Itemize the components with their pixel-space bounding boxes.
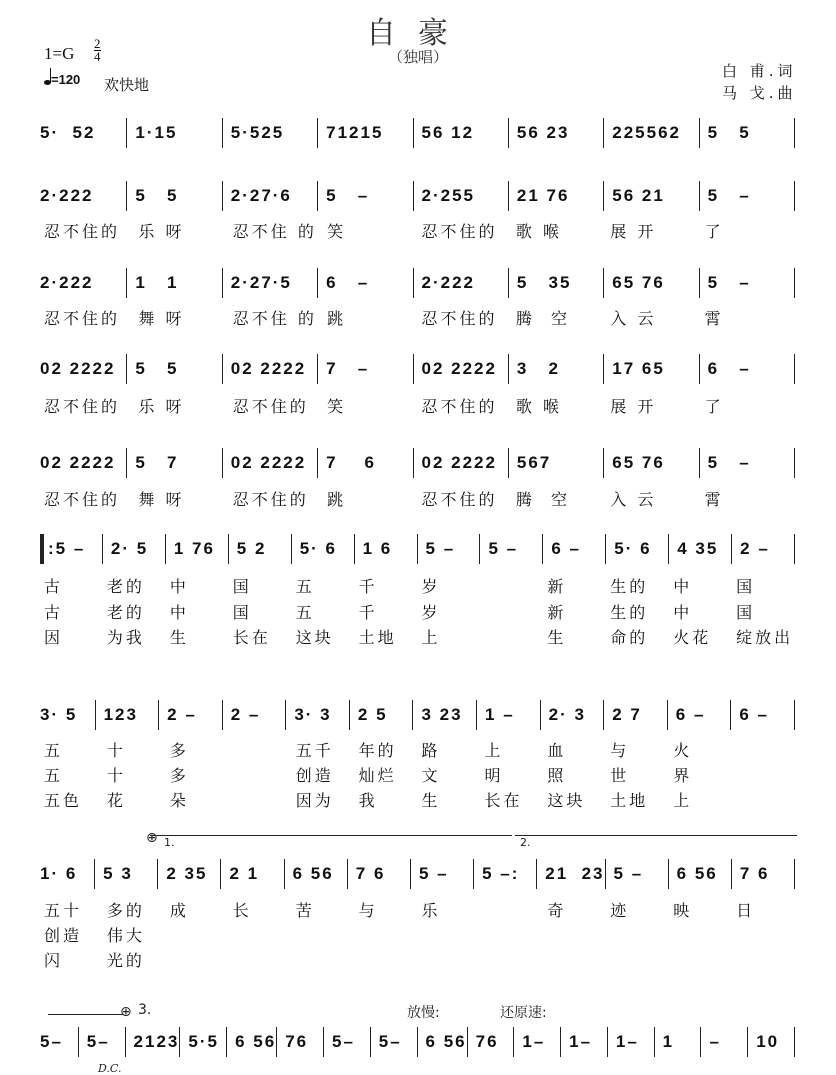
lyric-syllables: 五 — [44, 741, 64, 760]
lyric-syllables: 我 — [358, 791, 378, 810]
lyric-syllables: 上 — [484, 741, 504, 760]
lyric-syllables: 中 — [673, 603, 693, 622]
lyric-syllables: 了 — [704, 397, 724, 416]
lyric-syllables: 国 — [736, 577, 756, 596]
lyric-syllables: 路 — [421, 741, 441, 760]
lyric-syllables — [418, 923, 481, 945]
lyric-syllables: 中 — [169, 603, 189, 622]
lyric-syllables: 霄 — [704, 490, 724, 509]
measure: :5 – — [40, 534, 103, 564]
lyric-syllables: 上 — [421, 628, 441, 647]
lyric-line — [40, 487, 795, 509]
lyric-syllables: 中 — [169, 577, 189, 596]
lyric-syllables: 笑 — [327, 222, 347, 241]
lyric-syllables: 舞 呀 — [138, 490, 185, 509]
lyric-syllables: 忍不住的 — [44, 490, 121, 509]
lyric-syllables: 十 — [106, 766, 126, 785]
volta-1: 1. — [164, 836, 175, 849]
measure: – — [701, 1027, 748, 1057]
lyric-syllables — [166, 948, 229, 970]
lyric-syllables: 为我 — [106, 628, 145, 647]
measure: 2·222 — [40, 181, 127, 211]
measure: 4 35 — [669, 534, 732, 564]
measure: 2 7 — [604, 700, 668, 730]
measure: 6 56 — [285, 859, 348, 889]
lyric-syllables — [732, 788, 795, 810]
measure: 2 1 — [221, 859, 284, 889]
measure: 5– — [324, 1027, 371, 1057]
lyric-syllables: 老的 — [106, 603, 145, 622]
lyric-syllables — [480, 574, 543, 596]
measure: 02 2222 — [40, 354, 127, 384]
measure: 5·525 — [223, 118, 318, 148]
measure: 02 2222 — [40, 448, 127, 478]
lyric-syllables: 国 — [736, 603, 756, 622]
quarter-note-icon — [44, 80, 51, 85]
measure: 6 – — [731, 700, 795, 730]
lyric-syllables: 国 — [232, 577, 252, 596]
lyric-syllables: 生的 — [610, 577, 649, 596]
lyric-syllables: 忍不住的 — [232, 490, 309, 509]
measure: 2·222 — [414, 268, 509, 298]
lyric-syllables — [355, 923, 418, 945]
lyric-syllables: 腾 空 — [515, 309, 571, 328]
coda-icon: ⊕ — [146, 830, 158, 846]
lyric-syllables — [732, 738, 795, 760]
lyric-line — [40, 948, 795, 970]
lyric-syllables: 五千 — [295, 741, 334, 760]
lyric-syllables: 腾 空 — [515, 490, 571, 509]
lyric-syllables: 五 — [295, 577, 315, 596]
measure: 1 1 — [127, 268, 222, 298]
lyric-syllables: 入 云 — [610, 309, 657, 328]
tempo-marking — [44, 72, 80, 87]
lyric-line — [40, 219, 795, 241]
measure: 2·27·6 — [223, 181, 318, 211]
lyric-syllables: 忍不住的 — [421, 309, 498, 328]
measure: 2 5 — [350, 700, 414, 730]
lyric-syllables — [543, 948, 606, 970]
lyric-syllables: 世 — [610, 766, 630, 785]
measure: 2·222 — [40, 268, 127, 298]
measure: 5 – — [606, 859, 669, 889]
lyric-syllables: 与 — [610, 741, 630, 760]
measure: 5 – — [418, 534, 481, 564]
lyric-syllables: 忍不住的 — [232, 397, 309, 416]
volta-3: 3. — [138, 1002, 152, 1018]
lyricist: 白 甫.词 — [722, 62, 797, 80]
lyric-syllables: 生 — [547, 628, 567, 647]
measure: 7 6 — [348, 859, 411, 889]
lyric-syllables — [229, 763, 292, 785]
staff-row — [40, 181, 795, 211]
staff-row — [40, 1027, 795, 1057]
measure: 1 — [655, 1027, 702, 1057]
key-signature: 1=G — [44, 44, 75, 63]
lyric-syllables: 创造 — [44, 926, 83, 945]
measure: 5· 6 — [292, 534, 355, 564]
lyric-syllables: 迹 — [610, 901, 630, 920]
measure: 5 – — [318, 181, 413, 211]
measure: 5 2 — [229, 534, 292, 564]
lyric-syllables: 绽放出 — [736, 628, 794, 647]
lyric-syllables — [480, 948, 543, 970]
measure: 5 35 — [509, 268, 604, 298]
measure: 6 56 — [669, 859, 732, 889]
lyric-syllables: 五 — [295, 603, 315, 622]
lyric-syllables: 花 — [106, 791, 126, 810]
measure: 65 76 — [604, 268, 699, 298]
measure: 1– — [561, 1027, 608, 1057]
lyric-syllables: 苦 — [295, 901, 315, 920]
measure: 3· 3 — [286, 700, 350, 730]
lyric-syllables: 忍不住 的 — [232, 309, 317, 328]
lyric-syllables: 新 — [547, 577, 567, 596]
measure: 10 — [748, 1027, 795, 1057]
measure: 7 – — [318, 354, 413, 384]
resume-tempo-marking: 还原速: — [500, 1005, 547, 1021]
measure: 5 – — [700, 181, 795, 211]
measure: 5 –: — [474, 859, 537, 889]
lyric-syllables: 映 — [673, 901, 693, 920]
lyric-syllables — [606, 948, 669, 970]
slow-marking: 放慢: — [407, 1005, 440, 1021]
measure: 5– — [40, 1027, 79, 1057]
time-signature — [94, 38, 101, 63]
lyric-syllables: 因 — [44, 628, 64, 647]
lyric-syllables: 忍不住的 — [421, 397, 498, 416]
lyric-syllables: 中 — [673, 577, 693, 596]
lyric-syllables: 十 — [106, 741, 126, 760]
lyric-line — [40, 574, 795, 596]
lyric-syllables: 五色 — [44, 791, 83, 810]
lyric-syllables — [229, 948, 292, 970]
lyric-syllables: 霄 — [704, 309, 724, 328]
lyric-syllables: 老的 — [106, 577, 145, 596]
measure: 5– — [79, 1027, 126, 1057]
lyric-syllables — [480, 625, 543, 647]
lyric-syllables: 千 — [358, 577, 378, 596]
measure: 56 21 — [604, 181, 699, 211]
lyric-syllables: 忍不住 的 — [232, 222, 317, 241]
lyric-syllables — [732, 763, 795, 785]
lyric-syllables — [166, 923, 229, 945]
lyric-line — [40, 898, 795, 920]
measure: 5– — [371, 1027, 418, 1057]
lyric-line — [40, 738, 795, 760]
lyric-syllables: 忍不住的 — [44, 309, 121, 328]
lyric-syllables: 成 — [169, 901, 189, 920]
lyric-syllables: 血 — [547, 741, 567, 760]
lyric-line — [40, 600, 795, 622]
lyric-syllables: 这块 — [295, 628, 334, 647]
measure: 2· 5 — [103, 534, 166, 564]
tempo-value: =120 — [51, 72, 81, 87]
time-numerator: 2 — [94, 36, 101, 51]
song-title: 自豪 — [366, 16, 470, 51]
lyric-syllables: 跳 — [327, 309, 347, 328]
lyric-syllables — [229, 738, 292, 760]
lyric-syllables: 生 — [421, 791, 441, 810]
measure: 2· 3 — [541, 700, 605, 730]
lyric-syllables: 新 — [547, 603, 567, 622]
lyric-syllables: 奇 — [547, 901, 567, 920]
measure: 1 – — [477, 700, 541, 730]
measure: 21 23 — [537, 859, 605, 889]
measure: 6 56 — [418, 1027, 468, 1057]
dc-marking: D.C. — [98, 1062, 122, 1075]
measure: 65 76 — [604, 448, 699, 478]
lyric-syllables: 因为 — [295, 791, 334, 810]
measure: 6 – — [543, 534, 606, 564]
lyric-syllables: 忍不住的 — [44, 222, 121, 241]
lyric-syllables: 忍不住的 — [421, 490, 498, 509]
lyric-syllables: 展 开 — [610, 222, 657, 241]
staff-row — [40, 534, 795, 564]
measure: 2 – — [159, 700, 223, 730]
measure: 02 2222 — [414, 354, 509, 384]
lyric-syllables: 这块 — [547, 791, 586, 810]
lyric-syllables: 光的 — [106, 951, 145, 970]
lyric-syllables — [480, 898, 543, 920]
lyric-syllables: 创造 — [295, 766, 334, 785]
lyric-line — [40, 306, 795, 328]
lyric-syllables: 日 — [736, 901, 756, 920]
lyric-line — [40, 788, 795, 810]
lyric-syllables — [229, 788, 292, 810]
staff-row — [40, 448, 795, 478]
expression-marking: 欢快地 — [104, 76, 150, 94]
measure: 5 – — [700, 448, 795, 478]
measure: 5 – — [411, 859, 474, 889]
measure: 6 – — [318, 268, 413, 298]
staff-row — [40, 118, 795, 148]
lyric-syllables: 明 — [484, 766, 504, 785]
lyric-syllables: 火 — [673, 741, 693, 760]
lyric-syllables — [606, 923, 669, 945]
measure: 71215 — [318, 118, 413, 148]
lyric-syllables: 火花 — [673, 628, 712, 647]
measure: 6 – — [668, 700, 732, 730]
measure: 6 56 — [227, 1027, 277, 1057]
measure: 76 — [277, 1027, 324, 1057]
lyric-syllables: 多 — [169, 741, 189, 760]
lyric-syllables: 长在 — [484, 791, 523, 810]
lyric-syllables: 展 开 — [610, 397, 657, 416]
measure: 123 — [96, 700, 160, 730]
lyric-syllables: 歌 喉 — [515, 222, 562, 241]
lyric-syllables — [543, 923, 606, 945]
lyric-syllables: 千 — [358, 603, 378, 622]
measure: 3· 5 — [40, 700, 96, 730]
staff-row — [40, 700, 795, 730]
lyric-syllables: 照 — [547, 766, 567, 785]
song-subtitle: （独唱） — [387, 48, 448, 66]
measure: 1 6 — [355, 534, 418, 564]
measure: 17 65 — [604, 354, 699, 384]
credits — [722, 60, 797, 104]
lyric-syllables: 闪 — [44, 951, 64, 970]
lyric-syllables: 乐 — [421, 901, 441, 920]
measure: 02 2222 — [223, 354, 318, 384]
lyric-line — [40, 763, 795, 785]
lyric-syllables: 界 — [673, 766, 693, 785]
lyric-line — [40, 923, 795, 945]
staff-row — [40, 859, 795, 889]
lyric-syllables: 年的 — [358, 741, 397, 760]
lyric-syllables: 多 — [169, 766, 189, 785]
measure: 5 3 — [95, 859, 158, 889]
measure: 5 7 — [127, 448, 222, 478]
measure: 2 35 — [158, 859, 221, 889]
measure: 1– — [514, 1027, 561, 1057]
measure: 3 23 — [413, 700, 477, 730]
measure: 6 – — [700, 354, 795, 384]
time-denominator: 4 — [94, 49, 101, 64]
lyric-line — [40, 394, 795, 416]
measure: 225562 — [604, 118, 699, 148]
lyric-syllables — [292, 948, 355, 970]
lyric-syllables: 多的 — [106, 901, 145, 920]
measure: 21 76 — [509, 181, 604, 211]
lyric-syllables — [292, 923, 355, 945]
measure: 56 12 — [414, 118, 509, 148]
lyric-syllables: 朵 — [169, 791, 189, 810]
measure: 2·27·5 — [223, 268, 318, 298]
measure: 3 2 — [509, 354, 604, 384]
measure: 5· 52 — [40, 118, 127, 148]
lyric-syllables: 灿烂 — [358, 766, 397, 785]
measure: 56 23 — [509, 118, 604, 148]
measure: 7 6 — [318, 448, 413, 478]
lyric-syllables: 土地 — [610, 791, 649, 810]
measure: 7 6 — [732, 859, 795, 889]
lyric-syllables — [229, 923, 292, 945]
lyric-syllables: 命的 — [610, 628, 649, 647]
lyric-syllables: 乐 呀 — [138, 222, 185, 241]
lyric-syllables — [418, 948, 481, 970]
lyric-syllables: 笑 — [327, 397, 347, 416]
lyric-syllables — [732, 923, 795, 945]
measure: 5 5 — [127, 181, 222, 211]
lyric-syllables: 岁 — [421, 603, 441, 622]
lyric-syllables — [669, 948, 732, 970]
measure: 5·5 — [180, 1027, 227, 1057]
lyric-syllables: 忍不住的 — [44, 397, 121, 416]
measure: 5 5 — [700, 118, 795, 148]
lyric-syllables: 五 — [44, 766, 64, 785]
measure: 1 76 — [166, 534, 229, 564]
lyric-syllables: 乐 呀 — [138, 397, 185, 416]
measure: 5· 6 — [606, 534, 669, 564]
lyric-syllables: 长 — [232, 901, 252, 920]
volta-2: 2. — [520, 836, 531, 849]
composer: 马 戈.曲 — [722, 84, 797, 102]
measure: 2 – — [223, 700, 287, 730]
lyric-syllables: 入 云 — [610, 490, 657, 509]
measure: 5 5 — [127, 354, 222, 384]
lyric-syllables: 古 — [44, 603, 64, 622]
measure: 02 2222 — [223, 448, 318, 478]
measure: 5 – — [480, 534, 543, 564]
staff-row — [40, 354, 795, 384]
measure: 2·255 — [414, 181, 509, 211]
measure: 2 – — [732, 534, 795, 564]
lyric-syllables: 伟大 — [106, 926, 145, 945]
lyric-syllables: 文 — [421, 766, 441, 785]
measure: 1– — [608, 1027, 655, 1057]
lyric-syllables: 跳 — [327, 490, 347, 509]
lyric-syllables — [355, 948, 418, 970]
measure: 1·15 — [127, 118, 222, 148]
lyric-syllables: 生 — [169, 628, 189, 647]
lyric-syllables: 五十 — [44, 901, 83, 920]
measure: 567 — [509, 448, 604, 478]
lyric-syllables: 了 — [704, 222, 724, 241]
lyric-syllables: 生的 — [610, 603, 649, 622]
lyric-syllables — [480, 600, 543, 622]
measure: 02 2222 — [414, 448, 509, 478]
measure: 1· 6 — [40, 859, 95, 889]
lyric-syllables: 上 — [673, 791, 693, 810]
lyric-syllables: 土地 — [358, 628, 397, 647]
staff-row — [40, 268, 795, 298]
lyric-syllables: 歌 喉 — [515, 397, 562, 416]
lyric-syllables — [732, 948, 795, 970]
measure: 5 – — [700, 268, 795, 298]
lyric-syllables: 岁 — [421, 577, 441, 596]
lyric-syllables: 与 — [358, 901, 378, 920]
lyric-syllables: 忍不住的 — [421, 222, 498, 241]
coda-icon-2: ⊕ — [120, 1004, 132, 1020]
lyric-syllables: 舞 呀 — [138, 309, 185, 328]
lyric-line — [40, 625, 795, 647]
lyric-syllables: 古 — [44, 577, 64, 596]
lyric-syllables: 长在 — [232, 628, 271, 647]
lyric-syllables: 国 — [232, 603, 252, 622]
measure: 76 — [468, 1027, 515, 1057]
lyric-syllables — [480, 923, 543, 945]
measure: 2123 — [126, 1027, 181, 1057]
lyric-syllables — [669, 923, 732, 945]
